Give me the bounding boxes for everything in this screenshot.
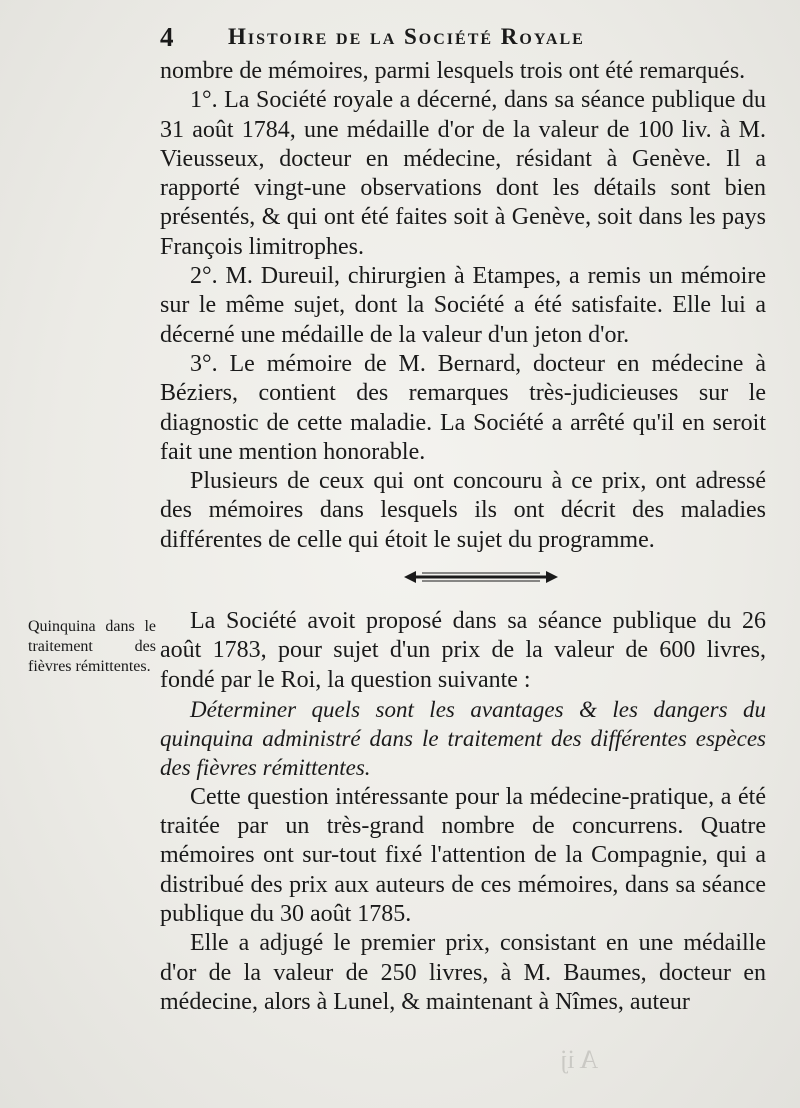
question-italic: Déterminer quels sont les avantages & les dangers du quinquina administré dans le traitement des différentes espèces des fièvres rémittentes.: [160, 696, 766, 781]
running-title: Histoire de la Société Royale: [228, 24, 585, 49]
paragraph: 1°. La Société royale a décerné, dans sa séance publique du 31 août 1784, une médaille d'or de la valeur de 100 liv. à M. Vieusseux, docteur en médecine, résidant à Genève. Il a rapporté vingt-une observations dont les détails sont bien présentés, & qui ont été faites soit à Genève, soit dans les pays François limitrophes.: [160, 87, 766, 260]
paragraph: 2°. M. Dureuil, chirurgien à Etampes, a remis un mémoire sur le même sujet, dont la Société a été satisfaite. Elle lui a décerné une médaille de la valeur d'un jeton d'or.: [160, 263, 766, 348]
text-block-bottom: [160, 607, 766, 1017]
paragraph: Elle a adjugé le premier prix, consistant en une médaille d'or de la valeur de 250 livres, à M. Baumes, docteur en médecine, alors à Lunel, & maintenant à Nîmes, auteur: [160, 930, 766, 1015]
paragraph: 3°. Le mémoire de M. Bernard, docteur en médecine à Béziers, contient des remarques très-judicieuses sur le diagnostic de cette maladie. La Société a arrêté qu'il en seroit fait une mention honorable.: [160, 350, 766, 465]
text-block-top: [160, 57, 766, 555]
margin-note: Quinquina dans le traitement des fièvres rémittentes.: [28, 618, 156, 675]
ornament-divider: [400, 563, 562, 591]
paragraph: Cette question intéressante pour la médecine-pratique, a été traitée par un très-grand nombre de concurrens. Quatre mémoires ont sur-tout fixé l'attention de la Compagnie, qui a distribué des prix aux auteurs de ces mémoires, dans sa séance publique du 30 août 1785.: [160, 783, 766, 927]
paragraph: La Société avoit proposé dans sa séance publique du 26 août 1783, pour sujet d'un prix de la valeur de 600 livres, fondé par le Roi, la question suivante :: [160, 608, 766, 693]
paragraph: nombre de mémoires, parmi lesquels trois ont été remarqués.: [160, 58, 746, 84]
page-header: [160, 22, 766, 56]
page-number: 4: [160, 22, 174, 52]
signature-mark-showthrough: A ij: [560, 1045, 599, 1074]
paragraph: Plusieurs de ceux qui ont concouru à ce prix, ont adressé des mémoires dans lesquels ils ont décrit des maladies différentes de celle qui étoit le sujet du programme.: [160, 468, 766, 553]
